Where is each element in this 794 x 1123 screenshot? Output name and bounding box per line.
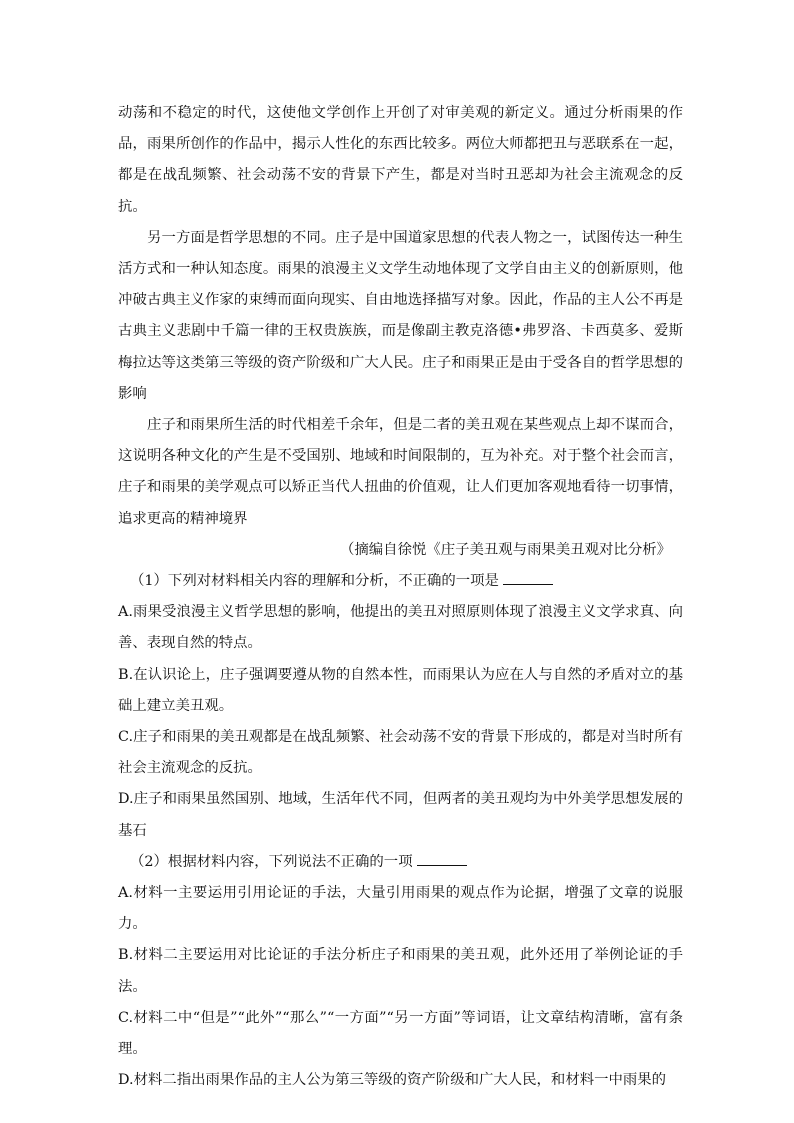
passage-paragraph-1: 动荡和不稳定的时代，这使他文学创作上开创了对审美观的新定义。通过分析雨果的作品，雨果所创作的作品中，揭示人性化的东西比较多。两位大师都把丑与恶联系在一起，都是在战乱频繁、社会动荡不安的背景下产生，都是对当时丑恶却为社会主流观念的反抗。	[118, 105, 683, 215]
question-1-stem	[118, 566, 683, 597]
question-2-text: （2）根据材料内容，下列说法不正确的一项	[130, 853, 413, 870]
question-2-option-c: C.材料二中“但是”“此外”“那么”“一方面”“另一方面”等词语，让文章结构清晰，富有条理。	[118, 1009, 683, 1058]
passage-paragraph-3: 庄子和雨果所生活的时代相差千余年，但是二者的美丑观在某些观点上却不谋而合，这说明各种文化的产生是不受国别、地域和时间限制的，互为补充。对于整个社会而言，庄子和雨果的美学观点可以矫正当代人扭曲的价值观，让人们更加客观地看待一切事情，追求更高的精神境界	[118, 417, 683, 527]
question-1-option-d: D.庄子和雨果虽然国别、地域，生活年代不同，但两者的美丑观均为中外美学思想发展的基石	[118, 791, 683, 839]
document-page	[118, 98, 683, 1097]
question-2-option-a: A.材料一主要运用引用论证的手法，大量引用雨果的观点作为论据，增强了文章的说服力。	[118, 885, 683, 933]
question-1-text: （1）下列对材料相关内容的理解和分析，不正确的一项是	[130, 573, 499, 590]
answer-blank-2	[417, 851, 467, 866]
passage-paragraph-2: 另一方面是哲学思想的不同。庄子是中国道家思想的代表人物之一，试图传达一种生活方式和一种认知态度。雨果的浪漫主义文学生动地体现了文学自由主义的创新原则，他冲破古典主义作家的束缚而面向现实、自由地选择描写对象。因此，作品的主人公不再是古典主义悲剧中千篇一律的王权贵族族，而是像副主教克洛德•弗罗洛、卡西莫多、爱斯梅拉达等这类第三等级的资产阶级和广大人民。庄子和雨果正是由于受各自的哲学思想的影响	[118, 229, 683, 402]
answer-blank-1	[503, 570, 553, 585]
source-citation: （摘编自徐悦《庄子美丑观与雨果美丑观对比分析》	[340, 541, 671, 558]
question-2-stem	[118, 847, 683, 878]
question-1-option-a: A.雨果受浪漫主义哲学思想的影响，他提出的美丑对照原则体现了浪漫主义文学求真、向善、表现自然的特点。	[118, 604, 683, 652]
question-2-option-d: D.材料二指出雨果作品的主人公为第三等级的资产阶级和广大人民，和材料一中雨果的	[118, 1072, 667, 1089]
question-2-option-b: B.材料二主要运用对比论证的手法分析庄子和雨果的美丑观，此外还用了举例论证的手法。	[118, 947, 683, 995]
question-1-option-b: B.在认识论上，庄子强调要遵从物的自然本性，而雨果认为应在人与自然的矛盾对立的基础上建立美丑观。	[118, 666, 683, 714]
question-1-option-c: C.庄子和雨果的美丑观都是在战乱频繁、社会动荡不安的背景下形成的，都是对当时所有社会主流观念的反抗。	[118, 729, 683, 777]
